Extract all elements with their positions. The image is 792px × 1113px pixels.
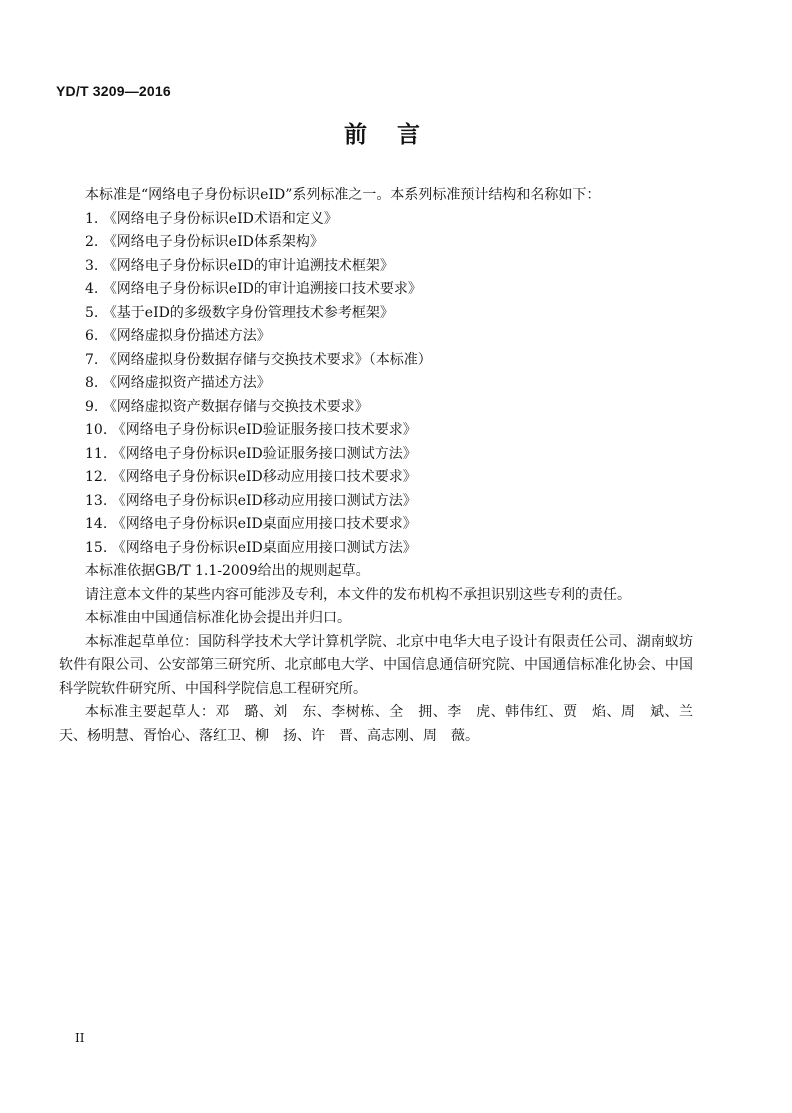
page-number: II [75,1031,85,1045]
list-item [59,231,693,255]
drafting-units-paragraph: 本标准起草单位：国防科学技术大学计算机学院、北京中电华大电子设计有限责任公司、湖南蚁坊软件有限公司、公安部第三研究所、北京邮电大学、中国信息通信研究院、中国通信标准化协会、中国科学院软件研究所、中国科学院信息工程研究所。 [59,633,693,697]
list-item-title: 《网络虚拟身份数据存储与交换技术要求》（本标准） [102,351,432,368]
list-item-number: 9. [85,398,99,415]
list-item-number: 14. [85,516,108,532]
intro-paragraph: 本标准是“网络电子身份标识eID”系列标准之一。本系列标准预计结构和名称如下： [85,187,601,203]
document-body [59,184,707,748]
list-item-number: 13. [85,492,108,509]
list-item-number: 1. [85,210,99,227]
list-item-number: 4. [85,281,99,297]
list-item [59,537,693,561]
list-item-title: 《网络电子身份标识eID桌面应用接口技术要求》 [111,516,417,532]
list-item-title: 《网络电子身份标识eID术语和定义》 [102,210,338,227]
list-item [59,255,693,279]
standard-code: YD/T 3209—2016 [56,83,171,99]
patent-notice-paragraph: 请注意本文件的某些内容可能涉及专利，本文件的发布机构不承担识别这些专利的责任。 [85,586,631,603]
list-item-number: 7. [85,351,99,368]
list-item-title: 《网络电子身份标识eID体系架构》 [102,234,324,250]
list-item [59,419,693,443]
proposer-paragraph: 本标准由中国通信标准化协会提出并归口。 [85,610,351,626]
list-item [59,396,693,420]
series-standards-list [59,208,693,561]
list-item [59,208,693,232]
list-item [59,443,693,467]
list-item-number: 12. [85,469,108,485]
drafters-paragraph: 本标准主要起草人：邓 璐、刘 东、李树栋、全 拥、李 虎、韩伟红、贾 焰、周 斌、兰 天、杨明慧、胥怡心、落红卫、柳 扬、许 晋、高志刚、周 薇。 [59,704,707,744]
list-item-title: 《网络电子身份标识eID验证服务接口技术要求》 [111,422,417,438]
list-item-title: 《网络电子身份标识eID移动应用接口技术要求》 [111,469,417,485]
drafting-rule-paragraph: 本标准依据GB/T 1.1-2009给出的规则起草。 [85,563,370,579]
list-item-number: 10. [85,422,108,438]
list-item-title: 《网络电子身份标识eID桌面应用接口测试方法》 [111,539,417,556]
list-item [59,372,693,396]
list-item-number: 8. [85,375,99,391]
list-item-title: 《网络电子身份标识eID的审计追溯技术框架》 [102,257,394,274]
list-item-number: 2. [85,234,99,250]
list-item-number: 11. [85,445,108,462]
list-item-title: 《基于eID的多级数字身份管理技术参考框架》 [102,304,394,321]
list-item-title: 《网络虚拟资产数据存储与交换技术要求》 [102,398,369,415]
list-item [59,490,693,514]
list-item [59,349,693,373]
list-item-number: 6. [85,328,99,344]
list-item [59,513,693,537]
list-item [59,466,693,490]
list-item-title: 《网络电子身份标识eID移动应用接口测试方法》 [111,492,417,509]
list-item-title: 《网络电子身份标识eID的审计追溯接口技术要求》 [102,281,422,297]
page-title: 前言 [344,121,450,148]
list-item [59,325,693,349]
list-item [59,278,693,302]
list-item [59,302,693,326]
list-item-title: 《网络虚拟身份描述方法》 [102,328,271,344]
list-item-title: 《网络电子身份标识eID验证服务接口测试方法》 [111,445,417,462]
list-item-title: 《网络虚拟资产描述方法》 [102,375,271,391]
list-item-number: 15. [85,539,108,556]
list-item-number: 3. [85,257,99,274]
list-item-number: 5. [85,304,99,321]
